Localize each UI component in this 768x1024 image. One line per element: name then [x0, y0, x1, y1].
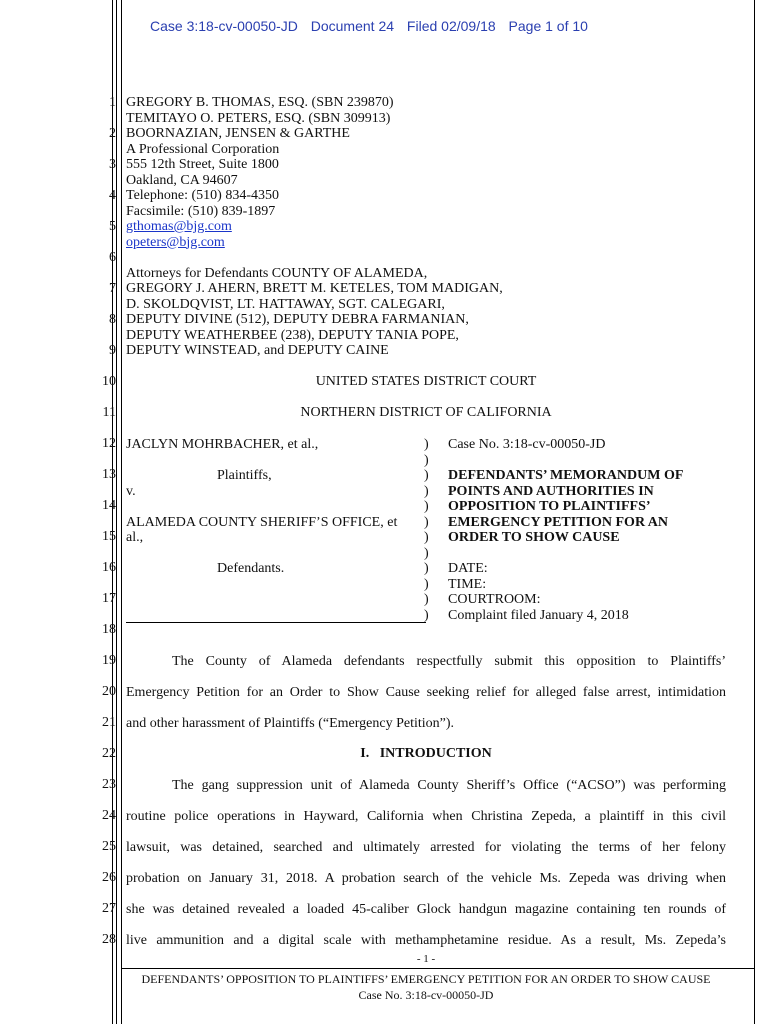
ecf-page-count: Page 1 of 10	[508, 18, 588, 34]
caption-underline	[126, 622, 426, 623]
paragraph-line: she was detained revealed a loaded 45-caliber Glock handgun magazine containing ten rounds of	[126, 902, 726, 917]
courtroom-label: COURTROOM:	[448, 592, 541, 607]
court-name: UNITED STATES DISTRICT COURT	[315, 374, 537, 389]
line-number: 12	[102, 436, 116, 451]
plaintiff-name: JACLYN MOHRBACHER, et al.,	[126, 437, 319, 452]
counsel-line: A Professional Corporation	[126, 141, 280, 157]
case-number: Case No. 3:18-cv-00050-JD	[448, 437, 606, 452]
line-number: 22	[102, 746, 116, 761]
paragraph-line: Emergency Petition for an Order to Show Cause seeking relief for alleged false arrest, intimidation	[126, 685, 726, 700]
line-number: 3	[109, 157, 116, 172]
line-number: 15	[102, 529, 116, 544]
line-number: 5	[109, 219, 116, 234]
email-link-peters[interactable]: opeters@bjg.com	[126, 234, 225, 250]
line-number: 27	[102, 901, 116, 916]
line-number: 14	[102, 498, 116, 513]
attorneys-for-line: DEPUTY WINSTEAD, and DEPUTY CAINE	[126, 343, 389, 358]
caption-paren: )	[424, 561, 429, 576]
line-number: 1	[109, 95, 116, 110]
versus: v.	[126, 483, 136, 499]
plaintiffs-label: Plaintiffs,	[217, 468, 272, 483]
attorneys-for-line: DEPUTY DIVINE (512), DEPUTY DEBRA FARMANIAN,	[126, 312, 469, 327]
document-title-line: DEFENDANTS’ MEMORANDUM OF	[448, 468, 684, 483]
defendant-name-cont: al.,	[126, 530, 144, 545]
line-number: 8	[109, 312, 116, 327]
counsel-line: Telephone: (510) 834-4350	[126, 188, 279, 203]
counsel-line: Facsimile: (510) 839-1897	[126, 203, 276, 219]
attorneys-for-line: DEPUTY WEATHERBEE (238), DEPUTY TANIA POPE,	[126, 327, 459, 343]
page-number: - 1 -	[416, 953, 436, 965]
attorneys-for-line: Attorneys for Defendants COUNTY OF ALAMEDA,	[126, 265, 428, 281]
line-number: 16	[102, 560, 116, 575]
line-number: 21	[102, 715, 116, 730]
line-number: 19	[102, 653, 116, 668]
caption-paren: )	[424, 437, 429, 452]
ecf-document-number: Document 24	[310, 18, 395, 34]
counsel-line: 555 12th Street, Suite 1800	[126, 157, 279, 172]
line-number: 26	[102, 870, 116, 885]
line-number: 18	[102, 622, 116, 637]
defendants-label: Defendants.	[217, 561, 285, 576]
paragraph-line: lawsuit, was detained, searched and ultimately arrested for violating the terms of her felony	[126, 840, 726, 855]
line-number: 11	[102, 405, 116, 420]
line-number: 6	[109, 250, 116, 265]
document-title-line: OPPOSITION TO PLAINTIFFS’	[448, 499, 651, 514]
section-heading: I. INTRODUCTION	[360, 746, 492, 761]
paragraph-line: The gang suppression unit of Alameda County Sheriff’s Office (“ACSO”) was performing	[172, 778, 726, 793]
caption-paren: )	[424, 499, 429, 514]
line-number: 24	[102, 808, 116, 823]
line-number: 13	[102, 467, 116, 482]
counsel-line: Oakland, CA 94607	[126, 172, 238, 188]
line-number: 28	[102, 932, 116, 947]
caption-paren: )	[424, 483, 429, 499]
line-number: 25	[102, 839, 116, 854]
court-district: NORTHERN DISTRICT OF CALIFORNIA	[300, 405, 552, 420]
ecf-case-number: Case 3:18-cv-00050-JD	[150, 18, 298, 34]
line-number: 4	[109, 188, 116, 203]
document-title-line: ORDER TO SHOW CAUSE	[448, 530, 620, 545]
counsel-line: TEMITAYO O. PETERS, ESQ. (SBN 309913)	[126, 110, 391, 126]
ecf-header-stamp	[150, 18, 597, 34]
footer-case-number: Case No. 3:18-cv-00050-JD	[358, 988, 494, 1002]
attorneys-for-line: D. SKOLDQVIST, LT. HATTAWAY, SGT. CALEGARI,	[126, 296, 445, 312]
email-link-thomas[interactable]: gthomas@bjg.com	[126, 219, 232, 234]
caption-paren: )	[424, 592, 429, 607]
paragraph-line: The County of Alameda defendants respectfully submit this opposition to Plaintiffs’	[172, 654, 726, 669]
attorneys-for-line: GREGORY J. AHERN, BRETT M. KETELES, TOM MADIGAN,	[126, 281, 503, 296]
counsel-line: BOORNAZIAN, JENSEN & GARTHE	[126, 126, 350, 141]
left-margin-rule-inner	[116, 0, 117, 1024]
line-number: 7	[109, 281, 116, 296]
paragraph-line: routine police operations in Hayward, California when Christina Zepeda, a plaintiff in this civil	[126, 809, 726, 824]
paragraph-line: probation on January 31, 2018. A probation search of the vehicle Ms. Zepeda was driving when	[126, 871, 726, 886]
line-number: 23	[102, 777, 116, 792]
hearing-date-label: DATE:	[448, 561, 488, 576]
caption-paren: )	[424, 530, 429, 545]
defendant-name: ALAMEDA COUNTY SHERIFF’S OFFICE, et	[126, 514, 398, 530]
line-number: 9	[109, 343, 116, 358]
line-number: 10	[102, 374, 116, 389]
caption-paren: )	[424, 576, 429, 592]
footer-rule-top	[122, 968, 754, 969]
footer-title: DEFENDANTS’ OPPOSITION TO PLAINTIFFS’ EMERGENCY PETITION FOR AN ORDER TO SHOW CAUSE	[141, 972, 711, 986]
caption-paren: )	[424, 607, 429, 623]
paragraph-line: and other harassment of Plaintiffs (“Emergency Petition”).	[126, 716, 455, 731]
caption-paren: )	[424, 468, 429, 483]
right-margin-rule	[754, 0, 755, 1024]
line-number: 20	[102, 684, 116, 699]
caption-paren: )	[424, 545, 429, 561]
line-number: 17	[102, 591, 116, 606]
caption-paren: )	[424, 514, 429, 530]
counsel-line: GREGORY B. THOMAS, ESQ. (SBN 239870)	[126, 95, 394, 110]
left-margin-rule-text	[121, 0, 122, 1024]
paragraph-line: live ammunition and a digital scale with methamphetamine residue. As a result, Ms. Zepeda’s	[126, 933, 726, 948]
hearing-time-label: TIME:	[448, 576, 487, 592]
document-title-line: EMERGENCY PETITION FOR AN	[448, 514, 669, 530]
ecf-filed-date: Filed 02/09/18	[406, 18, 496, 34]
line-number: 2	[109, 126, 116, 141]
document-title-line: POINTS AND AUTHORITIES IN	[448, 483, 654, 499]
complaint-filed: Complaint filed January 4, 2018	[448, 607, 629, 623]
caption-paren: )	[424, 452, 429, 468]
